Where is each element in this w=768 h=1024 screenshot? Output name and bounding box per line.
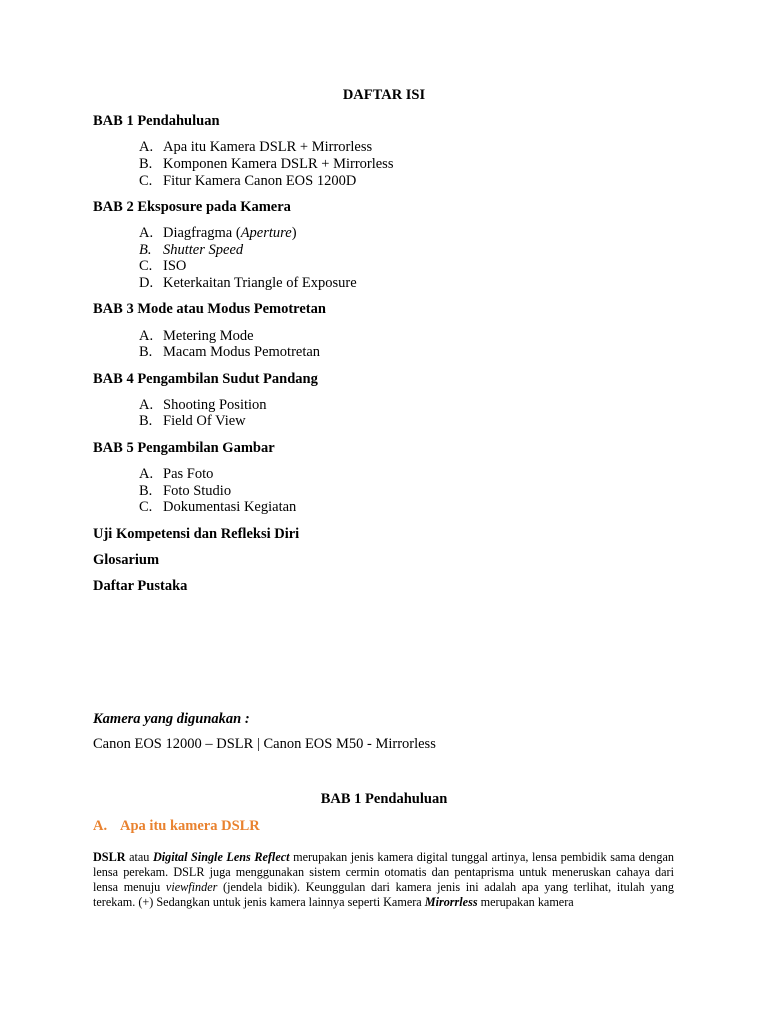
- camera-list: Canon EOS 12000 – DSLR | Canon EOS M50 - Mirrorless: [93, 736, 436, 752]
- toc-item: [139, 397, 267, 414]
- toc-item: [139, 173, 356, 190]
- toc-item: [139, 499, 296, 516]
- item-marker: C.: [139, 173, 153, 189]
- item-text: Komponen Kamera DSLR + Mirrorless: [163, 156, 394, 172]
- item-marker: A.: [139, 397, 154, 413]
- item-marker: C.: [139, 499, 153, 515]
- item-text: Shutter Speed: [163, 242, 244, 258]
- item-marker: B.: [139, 413, 153, 429]
- item-text-before: Diagfragma (: [163, 225, 241, 241]
- chapter-5-heading: BAB 5 Pengambilan Gambar: [93, 440, 275, 456]
- toc-item: [139, 242, 243, 259]
- section-a-heading: [93, 818, 260, 835]
- item-text-italic: Aperture: [240, 225, 292, 241]
- item-marker: B.: [139, 242, 152, 258]
- item-text: Foto Studio: [163, 483, 232, 499]
- para-text: atau: [125, 850, 153, 864]
- chapter-3-heading: BAB 3 Mode atau Modus Pemotretan: [93, 301, 326, 317]
- item-marker: B.: [139, 344, 153, 360]
- toc-item: [139, 258, 186, 275]
- extra-heading: Uji Kompetensi dan Refleksi Diri: [93, 526, 300, 542]
- para-term: DSLR: [93, 850, 126, 864]
- para-term: Mirorrless: [424, 894, 478, 909]
- item-marker: A.: [139, 139, 154, 155]
- item-marker: A.: [139, 466, 154, 482]
- chapter-4-heading: BAB 4 Pengambilan Sudut Pandang: [93, 371, 318, 387]
- item-text: Dokumentasi Kegiatan: [163, 499, 297, 515]
- toc-item: [139, 225, 297, 242]
- item-text: Keterkaitan Triangle of Exposure: [163, 275, 357, 291]
- toc-item: [139, 483, 231, 500]
- item-text: Macam Modus Pemotretan: [163, 344, 321, 360]
- toc-item: [139, 466, 213, 483]
- extra-heading: Glosarium: [93, 552, 160, 568]
- para-term: Digital Single Lens Reflect: [152, 850, 290, 864]
- toc-title: DAFTAR ISI: [342, 87, 426, 103]
- item-text: Shooting Position: [163, 397, 267, 413]
- item-text: Apa itu Kamera DSLR + Mirrorless: [163, 139, 373, 155]
- item-marker: B.: [139, 483, 153, 499]
- item-marker: C.: [139, 258, 153, 274]
- item-text: ISO: [163, 258, 187, 274]
- item-marker: A.: [139, 225, 154, 241]
- para-term: viewfinder: [165, 879, 218, 894]
- camera-label: Kamera yang digunakan :: [93, 711, 250, 727]
- bab1-title: BAB 1 Pendahuluan: [320, 791, 448, 807]
- body-paragraph: [93, 850, 674, 910]
- item-text-after: ): [291, 225, 297, 241]
- toc-item: [139, 413, 246, 430]
- toc-item: [139, 275, 357, 292]
- extra-heading: Daftar Pustaka: [93, 578, 188, 594]
- chapter-2-heading: BAB 2 Eksposure pada Kamera: [93, 199, 291, 215]
- item-text: Metering Mode: [163, 328, 254, 344]
- para-text: merupakan kamera: [477, 894, 574, 909]
- item-text: Field Of View: [163, 413, 246, 429]
- section-marker: A.: [93, 818, 108, 834]
- section-title: Apa itu kamera DSLR: [120, 818, 260, 834]
- toc-item: [139, 156, 393, 173]
- item-marker: B.: [139, 156, 153, 172]
- item-text: Pas Foto: [163, 466, 214, 482]
- para-text: (jendela bidik). Keunggulan dari kamera jenis ini adalah apa yang terlihat, itulah yang terekam. (+) Sedangkan untuk jenis kamera lainnya seperti Kamera: [93, 879, 674, 909]
- toc-item: [139, 344, 320, 361]
- toc-item: [139, 139, 372, 156]
- chapter-1-heading: BAB 1 Pendahuluan: [93, 113, 220, 129]
- toc-item: [139, 328, 254, 345]
- item-marker: D.: [139, 275, 154, 291]
- item-text: Fitur Kamera Canon EOS 1200D: [163, 173, 357, 189]
- item-marker: A.: [139, 328, 154, 344]
- para-text: merupakan jenis kamera digital tunggal artinya, lensa pembidik sama dengan lensa perekam. DSLR juga menggunakan sistem cermin otomatis dan pentaprisma untuk meneruskan cahaya dari lensa menuju: [93, 850, 674, 894]
